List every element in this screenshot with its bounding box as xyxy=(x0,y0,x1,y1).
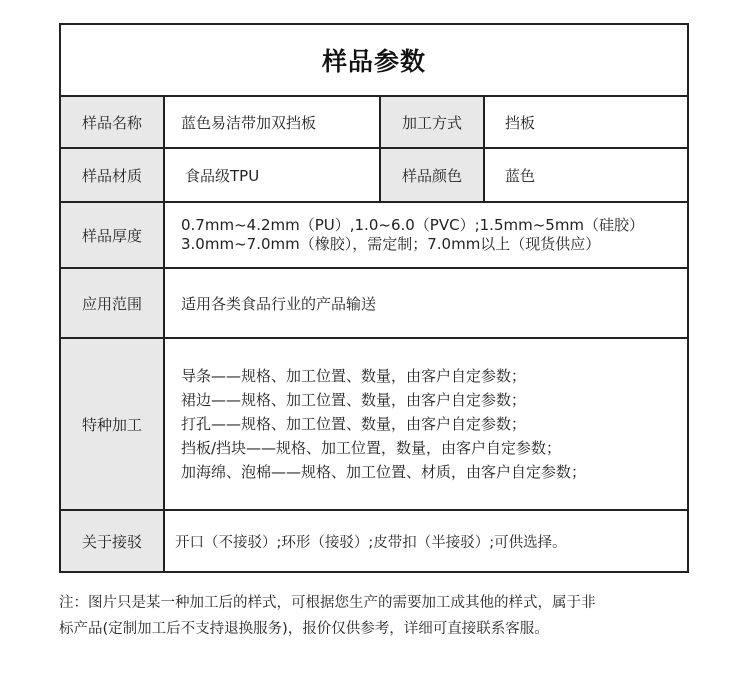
value-sample-color: 蓝色 xyxy=(483,149,687,201)
value-splice: 开口（不接驳）;环形（接驳）;皮带扣（半接驳）;可供选择。 xyxy=(163,511,687,571)
label-splice: 关于接驳 xyxy=(61,511,163,571)
row-special-processing xyxy=(61,339,687,511)
label-sample-name: 样品名称 xyxy=(61,97,163,147)
value-thickness xyxy=(163,203,687,267)
footnote-line: 注：图片只是某一种加工后的样式，可根据您生产的需要加工成其他的样式，属于非 xyxy=(59,595,596,611)
row-sample-name xyxy=(61,95,687,149)
value-sample-material: 食品级TPU xyxy=(163,149,379,201)
footnote xyxy=(59,590,699,642)
label-special-processing: 特种加工 xyxy=(61,339,163,509)
thickness-line: 0.7mm~4.2mm（PU）,1.0~6.0（PVC）;1.5mm~5mm（硅胶） xyxy=(181,216,645,234)
value-special-processing xyxy=(163,339,687,509)
footnote-line: 标产品(定制加工后不支持退换服务)，报价仅供参考，详细可直接联系客服。 xyxy=(59,621,549,637)
processing-line: 加海绵、泡棉——规格、加工位置、材质，由客户自定参数； xyxy=(181,463,587,481)
label-thickness: 样品厚度 xyxy=(61,203,163,267)
row-thickness xyxy=(61,203,687,269)
processing-line: 裙边——规格、加工位置、数量，由客户自定参数； xyxy=(181,391,527,409)
value-processing-method: 挡板 xyxy=(483,97,687,147)
thickness-line: 3.0mm~7.0mm（橡胶），需定制；7.0mm以上（现货供应） xyxy=(181,235,601,253)
row-sample-material xyxy=(61,149,687,203)
label-processing-method: 加工方式 xyxy=(379,97,483,147)
value-sample-name: 蓝色易洁带加双挡板 xyxy=(163,97,379,147)
processing-line: 挡板/挡块——规格、加工位置，数量，由客户自定参数； xyxy=(181,439,562,457)
label-sample-color: 样品颜色 xyxy=(379,149,483,201)
thickness-lines xyxy=(181,216,644,254)
value-application: 适用各类食品行业的产品输送 xyxy=(163,269,687,337)
row-splice xyxy=(61,511,687,571)
processing-line: 导条——规格、加工位置、数量，由客户自定参数； xyxy=(181,367,527,385)
spec-table xyxy=(59,23,689,573)
row-application xyxy=(61,269,687,339)
processing-lines xyxy=(181,364,586,484)
label-application: 应用范围 xyxy=(61,269,163,337)
processing-line: 打孔——规格、加工位置、数量，由客户自定参数； xyxy=(181,415,527,433)
label-sample-material: 样品材质 xyxy=(61,149,163,201)
table-title: 样品参数 xyxy=(321,47,426,76)
